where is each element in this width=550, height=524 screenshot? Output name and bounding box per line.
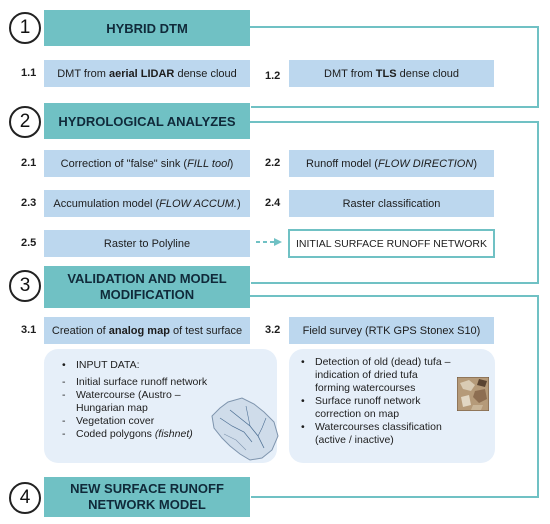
list-item [56, 376, 207, 389]
list-item [295, 395, 450, 421]
substep-2-5-box [44, 230, 250, 257]
input-item-text: Watercourse (Austro – [76, 389, 181, 401]
step-1-header [44, 10, 250, 46]
list-item [295, 356, 450, 395]
substep-2-1-number: 2.1 [21, 157, 37, 169]
step-3-header [44, 266, 250, 308]
substep-2-4-text: Raster classification [342, 197, 441, 210]
list-item [56, 389, 207, 402]
arrow-head [274, 238, 282, 246]
substep-2-1-italic: FILL tool [187, 157, 230, 170]
step-4-number: 4 [19, 487, 31, 508]
substep-1-1-suffix: dense cloud [174, 67, 237, 80]
substep-3-1-bold: analog map [108, 324, 170, 337]
input-item-text: Initial surface runoff network [76, 376, 208, 388]
substep-3-2-box [289, 317, 494, 344]
step-1-title: HYBRID DTM [106, 20, 188, 36]
substep-2-3-box [44, 190, 250, 217]
step-4-header [44, 477, 250, 517]
substep-2-3-suffix: ) [236, 197, 241, 210]
step-3-title-line2: MODIFICATION [99, 287, 195, 302]
input-item-italic: (fishnet) [154, 428, 193, 440]
substep-2-2-box [289, 150, 494, 177]
step-4-title-line2: NETWORK MODEL [88, 497, 206, 512]
list-item [295, 421, 450, 447]
substep-2-4-number: 2.4 [265, 197, 281, 209]
input-data-heading [56, 359, 207, 372]
field-item-line: forming watercourses [315, 382, 416, 394]
field-survey-list [295, 356, 450, 447]
substep-3-2-number: 3.2 [265, 324, 281, 336]
field-item-line: (active / inactive) [315, 434, 394, 446]
substep-2-2-text: Runoff model ( [306, 157, 378, 170]
field-item-line: correction on map [315, 408, 400, 420]
step-3-circle [9, 270, 41, 302]
substep-1-2-number: 1.2 [265, 70, 281, 82]
result-text: INITIAL SURFACE RUNOFF NETWORK [296, 237, 487, 250]
substep-2-4-box [289, 190, 494, 217]
substep-3-1-text: Creation of [51, 324, 109, 337]
substep-3-2-text: Field survey (RTK GPS Stonex S10) [302, 324, 481, 337]
substep-2-5-number: 2.5 [21, 237, 37, 249]
step-4-circle [9, 482, 41, 514]
input-data-list [56, 359, 207, 441]
substep-3-1-number: 3.1 [21, 324, 37, 336]
result-box [288, 229, 495, 258]
step-2-circle [9, 106, 41, 138]
step-2-number: 2 [19, 111, 31, 132]
substep-1-2-box [289, 60, 494, 87]
test-surface-map-image [206, 396, 282, 462]
step-1-number: 1 [19, 17, 31, 38]
step-3-number: 3 [19, 275, 31, 296]
substep-1-2-bold: TLS [375, 67, 397, 80]
substep-1-2-suffix: dense cloud [396, 67, 459, 80]
input-item-text: Vegetation cover [76, 415, 155, 427]
list-item [56, 415, 207, 428]
substep-2-3-number: 2.3 [21, 197, 37, 209]
field-item-line: Watercourses classification [315, 421, 442, 433]
list-item-continuation [56, 402, 207, 415]
step-3-title-line1: VALIDATION AND MODEL [67, 271, 227, 286]
substep-1-1-bold: aerial LIDAR [108, 67, 175, 80]
field-item-line: indication of dried tufa [315, 369, 418, 381]
substep-2-5-text: Raster to Polyline [103, 237, 191, 250]
substep-2-1-suffix: ) [229, 157, 234, 170]
substep-2-1-text: Correction of "false" sink ( [60, 157, 188, 170]
substep-3-1-suffix: of test surface [169, 324, 243, 337]
step-1-circle [9, 12, 41, 44]
substep-1-1-box [44, 60, 250, 87]
input-item-text: Coded polygons [76, 428, 155, 440]
tufa-photo-image [457, 377, 489, 411]
step-2-title: HYDROLOGICAL ANALYZES [58, 113, 236, 129]
field-item-line: Detection of old (dead) tufa – [315, 356, 451, 368]
substep-1-1-number: 1.1 [21, 67, 37, 79]
substep-2-2-italic: FLOW DIRECTION [377, 157, 474, 170]
list-item [56, 428, 207, 441]
substep-3-1-box [44, 317, 250, 344]
step-4-title-line1: NEW SURFACE RUNOFF [70, 481, 224, 496]
substep-2-3-italic: FLOW ACCUM. [159, 197, 237, 210]
input-item-text: Hungarian map [76, 402, 148, 414]
substep-2-2-suffix: ) [473, 157, 477, 170]
substep-1-2-text: DMT from [324, 67, 376, 80]
substep-2-3-text: Accumulation model ( [53, 197, 160, 210]
substep-1-1-text: DMT from [57, 67, 109, 80]
substep-2-2-number: 2.2 [265, 157, 281, 169]
substep-2-1-box [44, 150, 250, 177]
field-item-line: Surface runoff network [315, 395, 421, 407]
input-data-heading-text: INPUT DATA: [76, 359, 140, 371]
step-2-header [44, 103, 250, 139]
